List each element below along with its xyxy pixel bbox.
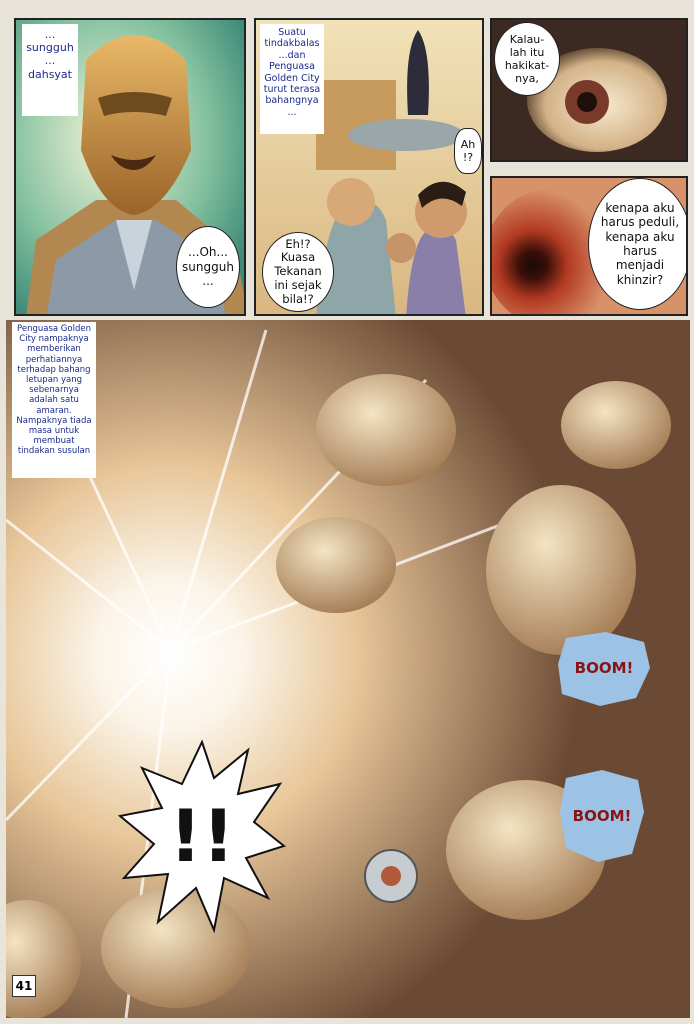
panel2-speech-bubble-eh [262,232,334,312]
panel3-speech-bubble [494,22,560,96]
sfx-exclamation-text: !! [169,794,235,878]
panel-red-eye [490,176,688,316]
panel-masked-warrior [14,18,246,316]
sfx-exclamation-burst [118,738,286,934]
panel-explosion-golden-city [6,320,690,1018]
panel5-caption: Penguasa Golden City nampaknya memberikan perhatiannya terhadap bahang letupan yang sebenarnya adalah satu amaran. Nampaknya tiada masa untuk membuat tindakan susulan [12,322,96,478]
sfx-boom-1-text: BOOM! [574,659,634,677]
sfx-boom-2 [558,768,646,864]
panel2-speech-bubble-ah [454,128,482,174]
panel4-speech-bubble [588,178,688,310]
page-number: 41 [12,975,36,997]
panel-golden-city-townsfolk [254,18,484,316]
panel2-eh-text: Eh!? Kuasa Tekanan ini sejak bila!? [274,236,322,306]
panel1-speech-text: ...Oh... sungguh ... [182,245,234,289]
panel4-speech-text: kenapa aku harus peduli, kenapa aku harus menjadi khinzir? [600,200,680,287]
panel1-caption: ... sungguh ... dahsyat [22,24,78,116]
panel3-speech-text: Kalau- lah itu hakikat- nya, [504,32,550,86]
panel2-ah-text: Ah !? [460,137,476,164]
panel1-speech-bubble [176,226,240,308]
panel2-caption: Suatu tindakbalas ...dan Penguasa Golden City turut terasa bahangnya ... [260,24,324,134]
sfx-boom-1 [556,628,652,708]
sfx-boom-2-text: BOOM! [572,807,632,825]
panel-golden-eye [490,18,688,162]
